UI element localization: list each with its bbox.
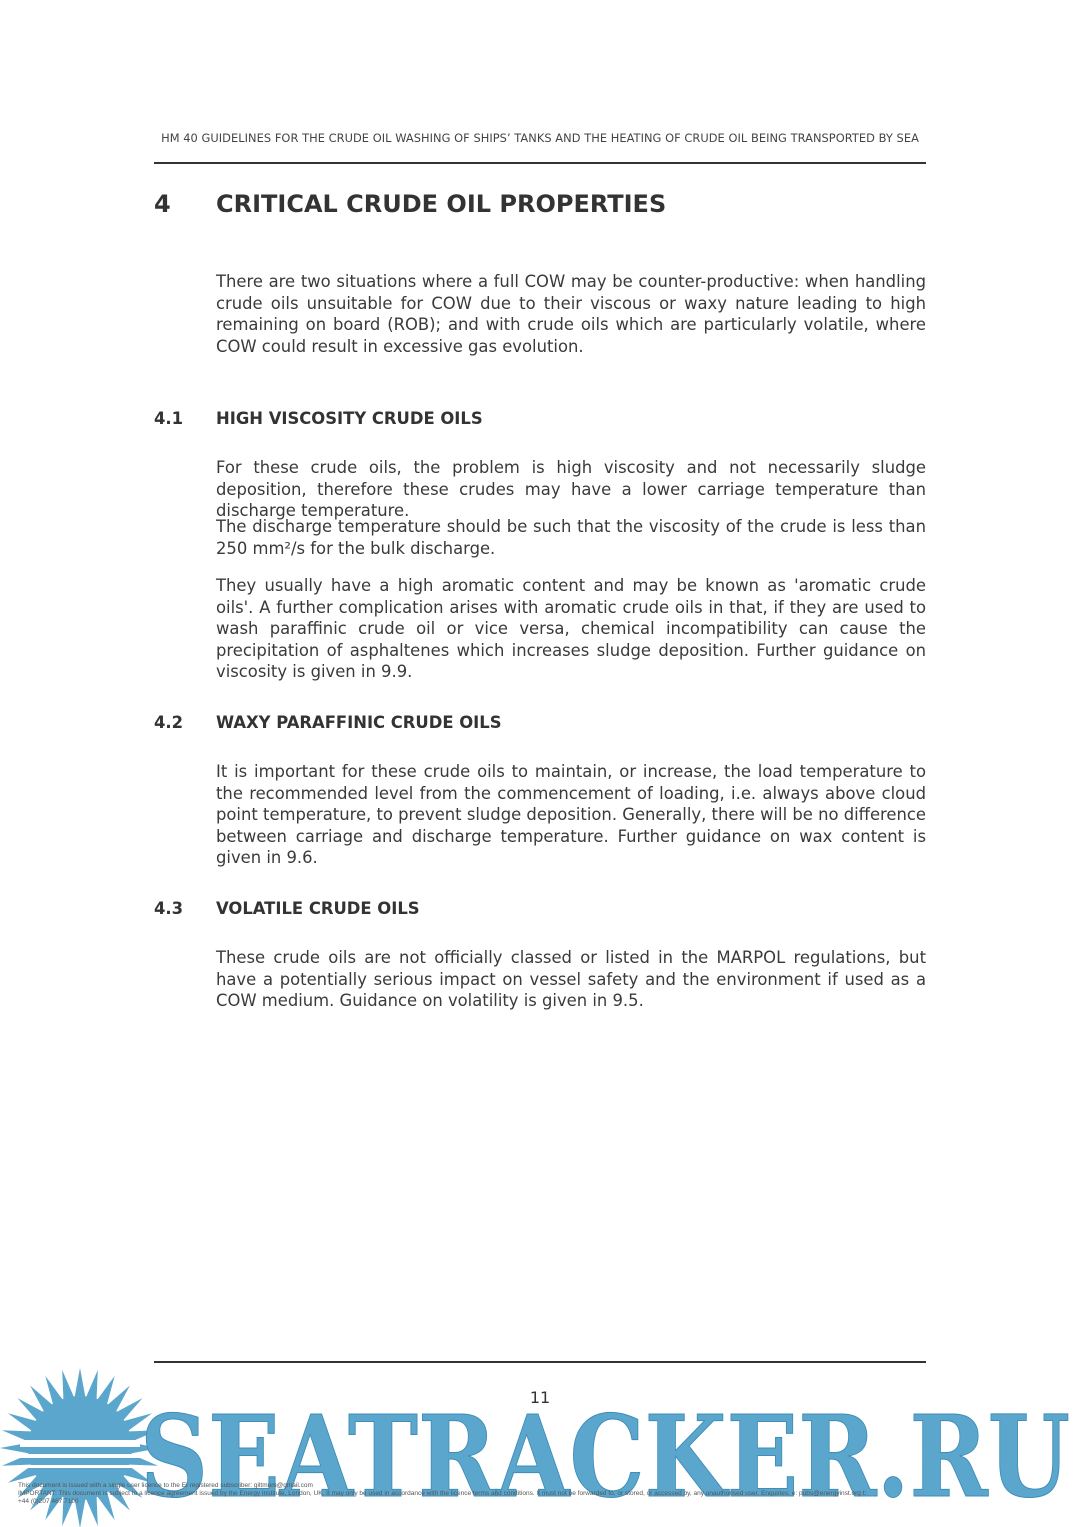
watermark-logo [0,1360,1080,1527]
section-number: 4.2 [154,713,184,732]
section-paragraph: For these crude oils, the problem is high viscosity and not necessarily sludge deposition, therefore these crudes may have a lower carriage temperature than discharge temperature. [216,458,926,521]
chapter-number: 4 [154,190,171,218]
chapter-intro: There are two situations where a full COW may be counter-productive: when handling crude oils unsuitable for COW due to their viscous or waxy nature leading to high remaining on board (ROB); and with crude oils which are particularly volatile, where COW could result in excessive gas evolution. [216,272,926,356]
running-header: HM 40 GUIDELINES FOR THE CRUDE OIL WASHING OF SHIPS’ TANKS AND THE HEATING OF CRUDE OIL BEING TRANSPORTED BY SEA [161,131,919,145]
section-paragraph: It is important for these crude oils to maintain, or increase, the load temperature to the recommended level from the commencement of loading, i.e. always above cloud point temperature, to prevent sludge deposition. Generally, there will be no difference between carriage and discharge temperature. Further guidance on wax content is given in 9.6. [216,762,926,868]
chapter-title: CRITICAL CRUDE OIL PROPERTIES [216,190,667,218]
watermark-wordmark: SEATRACKER.RU [140,1392,1070,1523]
page-number: 11 [529,1388,551,1407]
licence-line: +44 (0)207 467 7100 [18,1498,79,1505]
licence-line: This document is issued with a single user licence to the EI registered subscriber: giltmum@gmail.com [18,1482,313,1489]
section-paragraph: The discharge temperature should be such that the viscosity of the crude is less than 250 mm²/s for the bulk discharge. [216,517,926,558]
section-paragraph: These crude oils are not officially classed or listed in the MARPOL regulations, but have a potentially serious impact on vessel safety and the environment if used as a COW medium. Guidance on volatility is given in 9.5. [216,948,926,1011]
section-number: 4.1 [154,409,184,428]
section-paragraph: They usually have a high aromatic content and may be known as 'aromatic crude oils'. A further complication arises with aromatic crude oils in that, if they are used to wash paraffinic crude oil or vice versa, chemical incompatibility can cause the precipitation of asphaltenes which increases sludge deposition. Further guidance on viscosity is given in 9.9. [216,576,926,682]
section-title: HIGH VISCOSITY CRUDE OILS [216,409,483,428]
section-title: WAXY PARAFFINIC CRUDE OILS [216,713,502,732]
header-rule [154,162,926,164]
section-number: 4.3 [154,899,184,918]
licence-line: IMPORTANT: This document is subject to a licence agreement issued by the Energy Institute, London, UK. It may only be used in accordance with the licence terms and conditions. It must not be forwarded to, or stored, or accessed by, any unauthorised user. Enquiries: e: pubs@energyinst.org t: [18,1490,867,1497]
section-title: VOLATILE CRUDE OILS [216,899,420,918]
